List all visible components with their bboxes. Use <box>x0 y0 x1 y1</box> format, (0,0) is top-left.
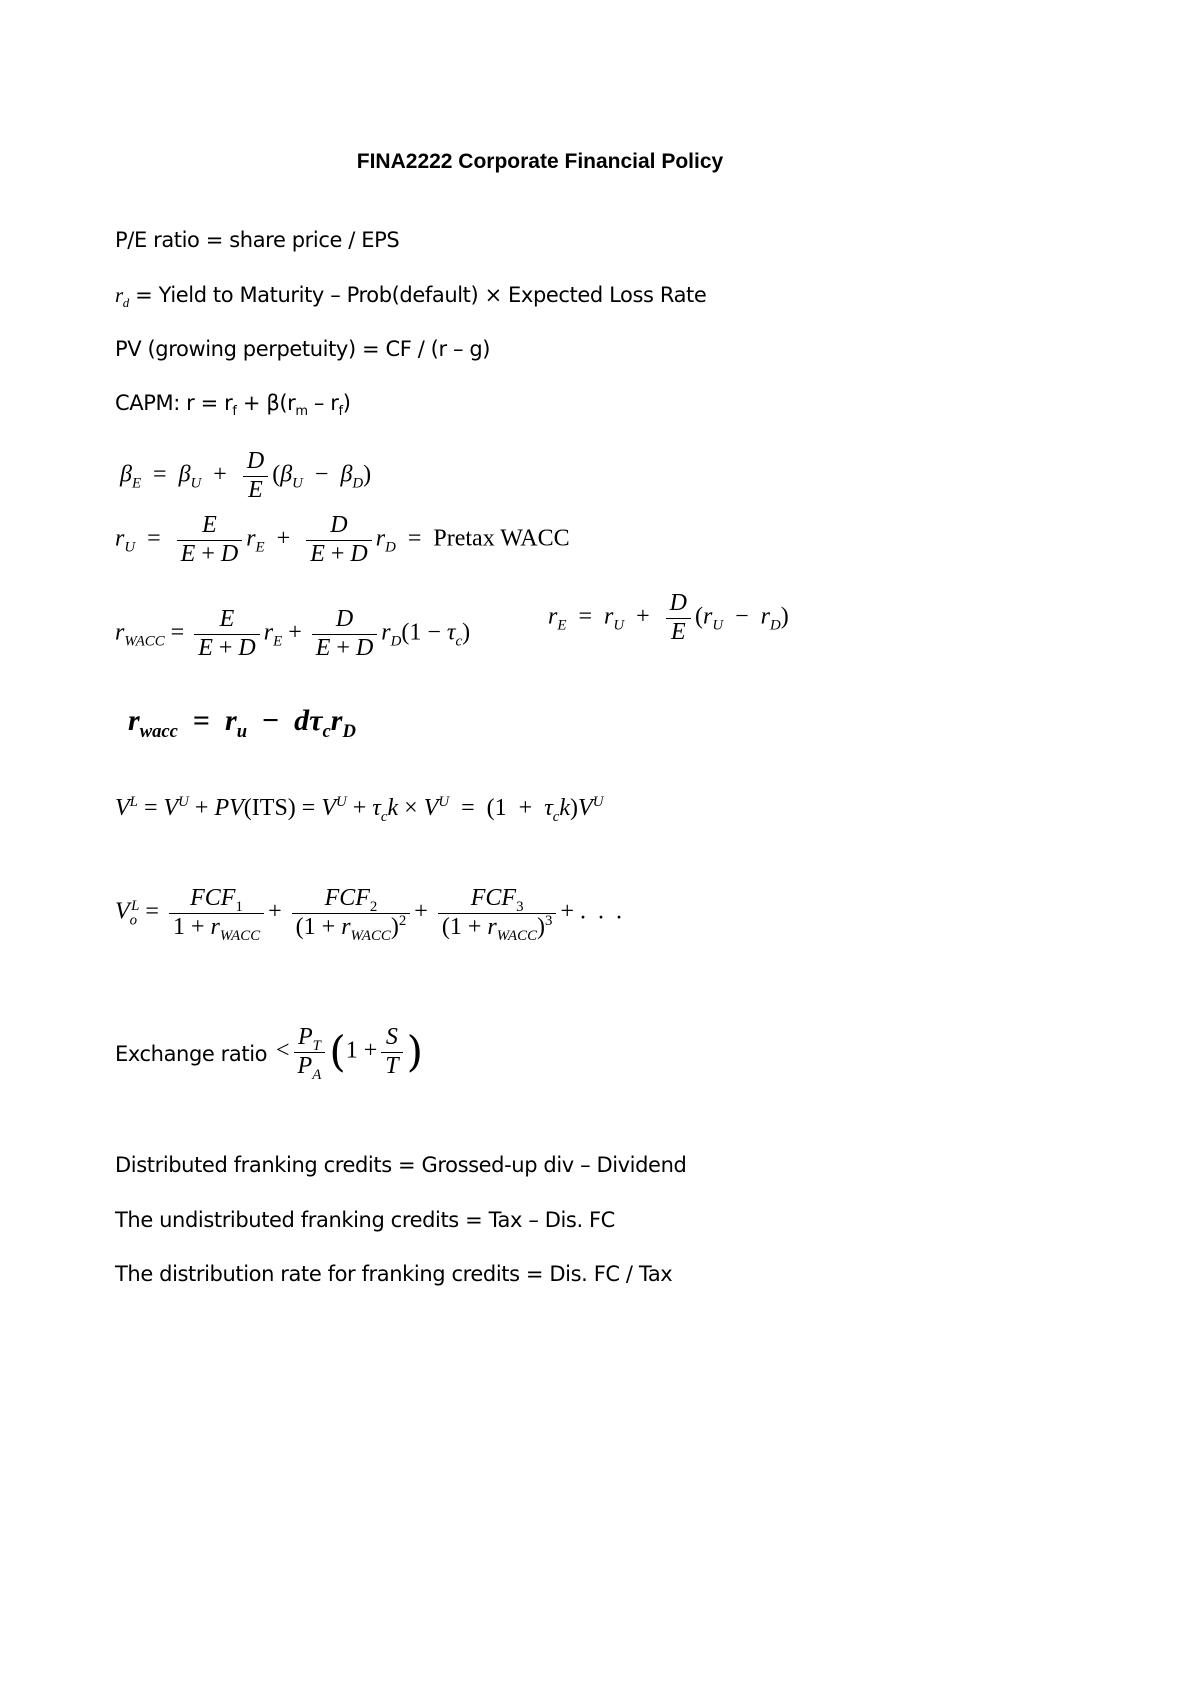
exchange-ratio-expression: < $\frac{P_T}{P_A}$ (1 + $\frac{S}{T}$ ) <box>276 1024 423 1083</box>
cost-of-debt-line: $r_d$ = Yield to Maturity – Prob(default) × Expected Loss Rate <box>115 283 707 311</box>
pe-ratio-line: P/E ratio = share price / EPS <box>115 228 400 252</box>
distribution-rate-line: The distribution rate for franking credits = Dis. FC / Tax <box>115 1262 673 1286</box>
document-title: FINA2222 Corporate Financial Policy <box>356 150 724 173</box>
exchange-ratio-label: Exchange ratio <box>115 1042 268 1066</box>
cost-of-debt-text: = Yield to Maturity – Prob(default) × Expected Loss Rate <box>128 283 707 307</box>
levered-beta-equation: $\beta_E = \beta_U$ + $\frac{D}{E}$ $(\beta_U - \beta_D)$ <box>120 448 372 503</box>
undistributed-franking-line: The undistributed franking credits = Tax – Dis. FC <box>115 1208 615 1232</box>
levered-value-equation: $V^L = V^U + PV(ITS) = V^U + \tau_ck \times V^U = (1 + \tau_ck)V^U$ <box>115 794 604 825</box>
unlevered-cost-equation: $r_U$ = $\frac{E}{E + D}$ $r_E$ + $\frac{D}{E + D}$ $r_D$ = Pretax WACC <box>115 512 570 567</box>
capm-prefix: CAPM: r = r <box>115 391 233 415</box>
wacc-equation: $r_{WACC}$ = $\frac{E}{E + D}$ $r_E$ + $\frac{D}{E + D}$ $r_D(1 - \tau_c)$ <box>115 606 471 661</box>
growing-perpetuity-line: PV (growing perpetuity) = CF / (r – g) <box>115 337 491 361</box>
pretax-wacc-label: Pretax WACC <box>433 525 570 552</box>
levered-cost-equation: $r_E = r_U$ + $\frac{D}{E}$ $(r_U - r_D)$ <box>548 590 789 645</box>
distributed-franking-line: Distributed franking credits = Grossed-up div – Dividend <box>115 1153 687 1177</box>
capm-line: CAPM: $r = r_f + \beta(r_m - r_f)$ <box>115 391 351 420</box>
wacc-tax-adjusted-equation: $r_{wacc} = r_u - d\tau_cr_D$ <box>128 704 356 742</box>
fcf-valuation-equation: $V_o^L$ = $\frac{FCF_1}{1 + r_{WACC}}$ + $\frac{FCF_2}{(1 + r_{WACC})^2}$ + $\frac{FCF_3}{(1 + r_{WACC})^3}$ + . . . <box>115 885 622 944</box>
